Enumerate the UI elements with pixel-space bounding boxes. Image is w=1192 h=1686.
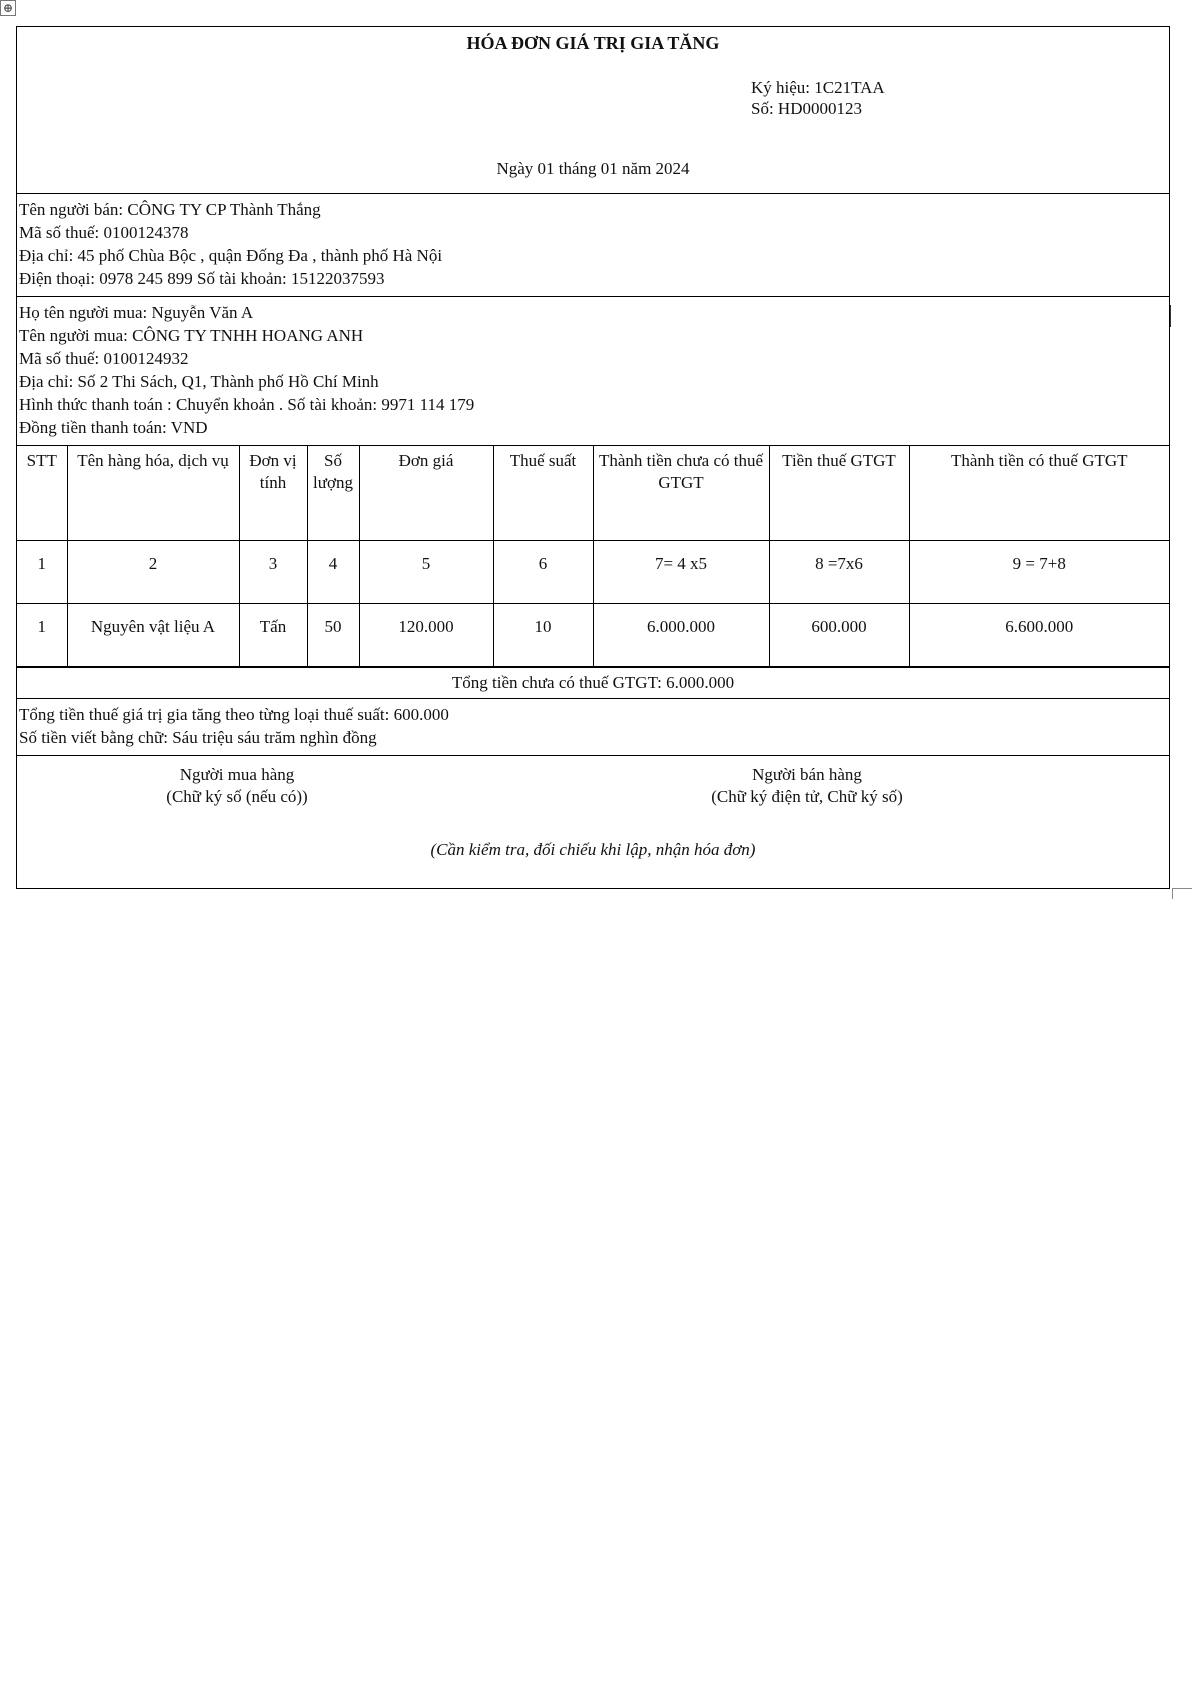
page-corner-mark	[1172, 888, 1192, 899]
seller-address: Địa chỉ: 45 phố Chùa Bộc , quận Đống Đa , thành phố Hà Nội	[19, 246, 443, 265]
table-numbering-row	[17, 541, 1169, 604]
seller-name: Tên người bán: CÔNG TY CP Thành Thắng	[19, 200, 321, 219]
table-header-cell: Thuế suất	[493, 446, 593, 541]
invoice-header	[17, 27, 1169, 194]
invoice-serial-block	[751, 77, 885, 119]
table-cell: Nguyên vật liệu A	[67, 604, 239, 667]
table-cell: 6.000.000	[593, 604, 769, 667]
seller-signature	[657, 764, 957, 808]
text-cursor	[1170, 305, 1171, 327]
table-cell: 6	[493, 541, 593, 604]
table-cell: 1	[17, 541, 67, 604]
table-cell: 5	[359, 541, 493, 604]
table-header-cell: Tên hàng hóa, dịch vụ	[67, 446, 239, 541]
invoice-symbol: Ký hiệu: 1C21TAA	[751, 78, 885, 97]
table-cell: 2	[67, 541, 239, 604]
buyer-signature-title: Người mua hàng	[179, 765, 295, 784]
table-header-cell: Đơn vị tính	[239, 446, 307, 541]
buyer-currency: Đồng tiền thanh toán: VND	[19, 418, 208, 437]
seller-phone-account: Điện thoại: 0978 245 899 Số tài khoản: 15122037593	[19, 269, 385, 288]
table-header-cell: Số lượng	[307, 446, 359, 541]
buyer-payment: Hình thức thanh toán : Chuyển khoản . Số tài khoản: 9971 114 179	[19, 395, 475, 414]
table-header-cell: Đơn giá	[359, 446, 493, 541]
buyer-signature	[107, 764, 367, 808]
table-cell: 3	[239, 541, 307, 604]
table-cell: 120.000	[359, 604, 493, 667]
table-cell: 1	[17, 604, 67, 667]
seller-tax-code: Mã số thuế: 0100124378	[19, 223, 189, 242]
table-cell: 6.600.000	[909, 604, 1169, 667]
buyer-full-name: Họ tên người mua: Nguyễn Văn A	[19, 303, 254, 322]
amount-in-words: Số tiền viết bằng chữ: Sáu triệu sáu trăm nghìn đồng	[19, 728, 377, 747]
signature-section	[17, 756, 1169, 888]
buyer-tax-code: Mã số thuế: 0100124932	[19, 349, 189, 368]
seller-info	[17, 194, 1169, 297]
table-header-cell: Thành tiền chưa có thuế GTGT	[593, 446, 769, 541]
total-before-tax: Tổng tiền chưa có thuế GTGT: 6.000.000	[17, 668, 1169, 699]
table-cell: Tấn	[239, 604, 307, 667]
invoice-date: Ngày 01 tháng 01 năm 2024	[496, 159, 690, 178]
buyer-signature-note: (Chữ ký số (nếu có))	[166, 787, 308, 806]
seller-signature-note: (Chữ ký điện tử, Chữ ký số)	[711, 787, 903, 806]
table-cell: 8 =7x6	[769, 541, 909, 604]
invoice-number: Số: HD0000123	[751, 99, 862, 118]
table-move-handle-icon[interactable]: ⊕	[0, 0, 16, 16]
table-row	[17, 604, 1169, 667]
table-header-row	[17, 446, 1169, 541]
items-section	[17, 446, 1169, 668]
table-cell: 50	[307, 604, 359, 667]
table-cell: 10	[493, 604, 593, 667]
buyer-info	[17, 297, 1169, 446]
totals-section	[17, 699, 1169, 756]
invoice-document	[16, 26, 1170, 889]
buyer-company: Tên người mua: CÔNG TY TNHH HOANG ANH	[19, 326, 364, 345]
table-cell: 4	[307, 541, 359, 604]
table-cell: 9 = 7+8	[909, 541, 1169, 604]
items-table	[17, 446, 1169, 667]
vat-total: Tổng tiền thuế giá trị gia tăng theo từng loại thuế suất: 600.000	[19, 705, 449, 724]
table-header-cell: Tiền thuế GTGT	[769, 446, 909, 541]
invoice-title: HÓA ĐƠN GIÁ TRỊ GIA TĂNG	[466, 33, 720, 53]
table-header-cell: STT	[17, 446, 67, 541]
table-cell: 7= 4 x5	[593, 541, 769, 604]
buyer-address: Địa chỉ: Số 2 Thi Sách, Q1, Thành phố Hồ Chí Minh	[19, 372, 379, 391]
table-header-cell: Thành tiền có thuế GTGT	[909, 446, 1169, 541]
seller-signature-title: Người bán hàng	[752, 765, 862, 784]
verification-note: (Cần kiểm tra, đối chiếu khi lập, nhận hóa đơn)	[430, 840, 756, 859]
table-cell: 600.000	[769, 604, 909, 667]
